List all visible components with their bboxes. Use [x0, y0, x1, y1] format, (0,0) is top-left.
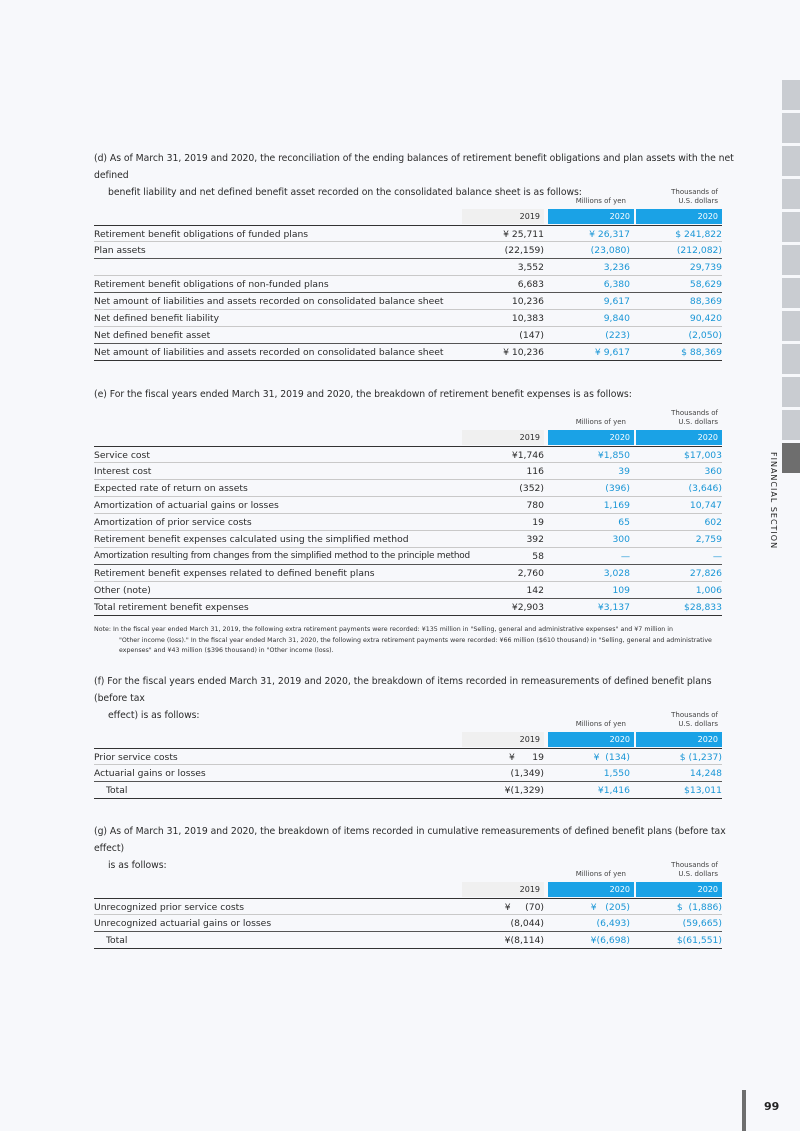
section-f-intro-line2: effect) is as follows: [108, 710, 200, 721]
table-row: Total retirement benefit expenses ¥2,903 ¥3,137 $28,833 [94, 599, 722, 616]
unit-thousands-usd: Thousands of U.S. dollars [671, 188, 718, 205]
financial-section-label: FINANCIAL SECTION [769, 452, 778, 550]
unit-millions-yen: Millions of yen [575, 870, 626, 878]
table-row: Actuarial gains or losses (1,349) 1,550 14,248 [94, 765, 722, 782]
table-section-e [94, 446, 722, 616]
table-row: Expected rate of return on assets (352) (396) (3,646) [94, 480, 722, 497]
year-header [462, 209, 722, 224]
year-2020: 2020 [548, 209, 634, 224]
unit-millions-yen: Millions of yen [575, 720, 626, 728]
table-section-f [94, 748, 722, 799]
table-row: Total ¥(8,114) ¥(6,698) $(61,551) [94, 932, 722, 949]
table-row: Interest cost 116 39 360 [94, 463, 722, 480]
table-row: Amortization of prior service costs 19 65 602 [94, 514, 722, 531]
section-tab[interactable] [782, 410, 800, 440]
section-tab[interactable] [782, 179, 800, 209]
table-row: Amortization of actuarial gains or losses 780 1,169 10,747 [94, 497, 722, 514]
section-e-intro [94, 386, 734, 403]
table-row: Service cost ¥1,746 ¥1,850 $17,003 [94, 446, 722, 463]
section-tab-financial-active[interactable] [782, 443, 800, 473]
unit-thousands-usd: Thousands of U.S. dollars [671, 861, 718, 878]
section-g-intro-line1: (g) As of March 31, 2019 and 2020, the breakdown of items recorded in cumulative remeasurements of defined benefit plans (before tax effect) [94, 826, 726, 854]
table-row: Net defined benefit asset (147) (223) (2,050) [94, 327, 722, 344]
section-f-intro [94, 673, 734, 724]
table-row: Retirement benefit obligations of funded plans ¥ 25,711 ¥ 26,317 $ 241,822 [94, 225, 722, 242]
year-2019: 2019 [462, 732, 544, 747]
page-number-bar [742, 1090, 746, 1131]
section-tab[interactable] [782, 278, 800, 308]
section-d-intro [94, 150, 734, 201]
year-2020-usd: 2020 [636, 732, 722, 747]
table-row: Amortization resulting from changes from the simplified method to the principle method 58 — — [94, 548, 722, 565]
section-tab[interactable] [782, 80, 800, 110]
section-d-intro-line1: (d) As of March 31, 2019 and 2020, the reconciliation of the ending balances of retirement benefit obligations and plan assets with the net defined [94, 153, 734, 181]
year-2020: 2020 [548, 882, 634, 897]
table-row: Retirement benefit expenses calculated using the simplified method 392 300 2,759 [94, 531, 722, 548]
year-2020: 2020 [548, 732, 634, 747]
table-row: Plan assets (22,159) (23,080) (212,082) [94, 242, 722, 259]
section-tab[interactable] [782, 146, 800, 176]
unit-millions-yen: Millions of yen [575, 418, 626, 426]
table-section-g [94, 898, 722, 949]
page-number: 99 [764, 1100, 780, 1113]
section-e-note: Note: In the fiscal year ended March 31, 2019, the following extra retirement payments were recorded: ¥135 million in "Selling, general and administrative expenses" and ¥7 million in "Other income (loss)." In the fiscal year ended March 31, 2020, the following extra retirement payments were recorded: ¥66 million ($610 thousand) in "Selling, general and administrative expenses" and ¥43 million ($396 thousand) in "Other income (loss). [94, 626, 712, 654]
year-header [462, 882, 722, 897]
table-row: Net defined benefit liability 10,383 9,840 90,420 [94, 310, 722, 327]
table-row: Other (note) 142 109 1,006 [94, 582, 722, 599]
table-row: Retirement benefit obligations of non-funded plans 6,683 6,380 58,629 [94, 276, 722, 293]
section-tab[interactable] [782, 113, 800, 143]
section-tab[interactable] [782, 377, 800, 407]
year-2019: 2019 [462, 882, 544, 897]
year-2019: 2019 [462, 209, 544, 224]
table-row: Net amount of liabilities and assets recorded on consolidated balance sheet ¥ 10,236 ¥ 9,617 $ 88,369 [94, 344, 722, 361]
table-section-d [94, 225, 722, 361]
year-2020-usd: 2020 [636, 882, 722, 897]
table-row: Unrecognized prior service costs ¥ (70) ¥ (205) $ (1,886) [94, 898, 722, 915]
section-g-intro [94, 823, 734, 874]
year-header [462, 732, 722, 747]
year-2020-usd: 2020 [636, 209, 722, 224]
section-nav-tabs [782, 80, 800, 476]
year-2019: 2019 [462, 430, 544, 445]
section-tab[interactable] [782, 245, 800, 275]
table-row: Unrecognized actuarial gains or losses (8,044) (6,493) (59,665) [94, 915, 722, 932]
year-2020: 2020 [548, 430, 634, 445]
section-f-intro-line1: (f) For the fiscal years ended March 31, 2019 and 2020, the breakdown of items recorded in remeasurements of defined benefit plans (before tax [94, 676, 712, 704]
year-2020-usd: 2020 [636, 430, 722, 445]
section-tab[interactable] [782, 311, 800, 341]
table-row: Retirement benefit expenses related to defined benefit plans 2,760 3,028 27,826 [94, 565, 722, 582]
table-row: Total ¥(1,329) ¥1,416 $13,011 [94, 782, 722, 799]
section-tab[interactable] [782, 212, 800, 242]
section-d-intro-line2: benefit liability and net defined benefit asset recorded on the consolidated balance sheet is as follows: [108, 187, 582, 198]
section-tab[interactable] [782, 344, 800, 374]
section-e-intro-line1: (e) For the fiscal years ended March 31, 2019 and 2020, the breakdown of retirement benefit expenses is as follows: [94, 389, 632, 400]
unit-thousands-usd: Thousands of U.S. dollars [671, 711, 718, 728]
unit-thousands-usd: Thousands of U.S. dollars [671, 409, 718, 426]
table-row: Net amount of liabilities and assets recorded on consolidated balance sheet 10,236 9,617 88,369 [94, 293, 722, 310]
table-row: 3,552 3,236 29,739 [94, 259, 722, 276]
section-g-intro-line2: is as follows: [108, 860, 167, 871]
unit-millions-yen: Millions of yen [575, 197, 626, 205]
table-row: Prior service costs ¥ 19 ¥ (134) $ (1,237) [94, 748, 722, 765]
year-header [462, 430, 722, 445]
